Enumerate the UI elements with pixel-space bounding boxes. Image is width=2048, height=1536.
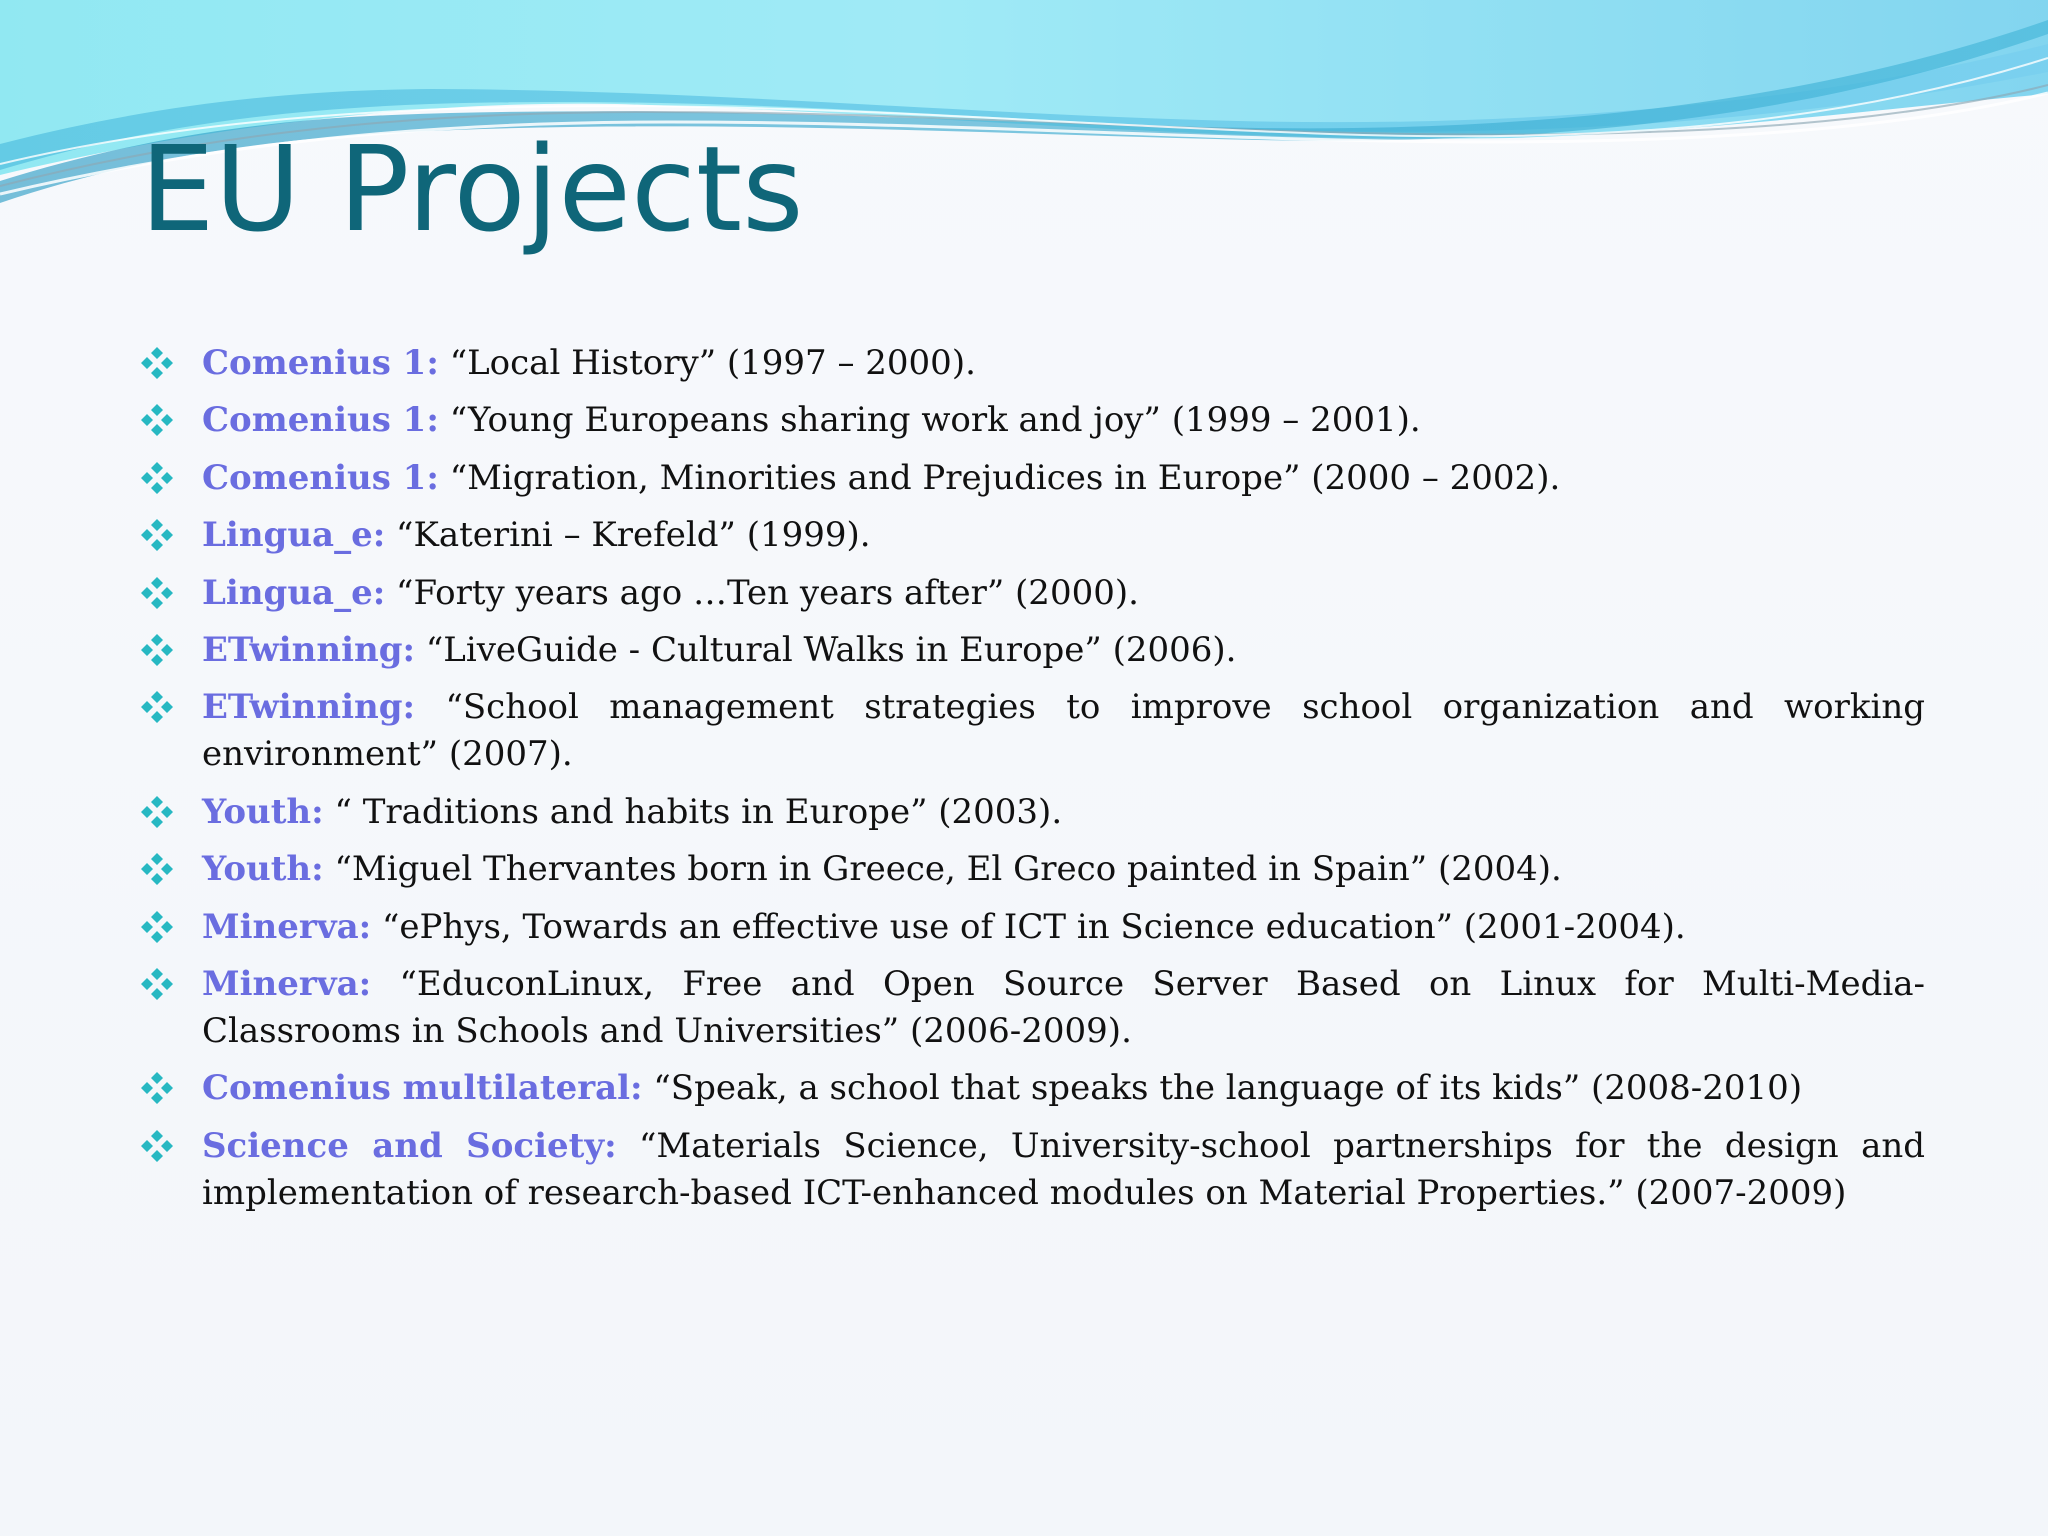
project-description: “Katerini – Krefeld” (1999).	[385, 515, 871, 556]
list-item	[140, 1123, 1925, 1217]
program-label: Youth:	[202, 849, 324, 890]
four-diamond-bullet-icon	[140, 690, 174, 724]
list-item	[140, 789, 1925, 836]
four-diamond-bullet-icon	[140, 633, 174, 667]
program-label: Youth:	[202, 791, 324, 832]
list-item	[140, 627, 1925, 674]
project-description: “Speak, a school that speaks the language of its kids” (2008-2010)	[642, 1068, 1803, 1109]
list-item	[140, 1065, 1925, 1112]
program-label: Lingua_e:	[202, 572, 386, 613]
four-diamond-bullet-icon	[140, 967, 174, 1001]
list-item	[140, 846, 1925, 893]
project-description: “ePhys, Towards an effective use of ICT in Science education” (2001-2004).	[371, 906, 1686, 947]
list-item	[140, 684, 1925, 778]
list-item	[140, 570, 1925, 617]
four-diamond-bullet-icon	[140, 910, 174, 944]
list-item	[140, 455, 1925, 502]
four-diamond-bullet-icon	[140, 576, 174, 610]
project-description: “LiveGuide - Cultural Walks in Europe” (2006).	[415, 630, 1237, 671]
list-item	[140, 340, 1925, 387]
program-label: Science and Society:	[202, 1125, 617, 1166]
project-description: “Migration, Minorities and Prejudices in Europe” (2000 – 2002).	[438, 457, 1561, 498]
program-label: Minerva:	[202, 906, 372, 947]
four-diamond-bullet-icon	[140, 518, 174, 552]
project-description: “Local History” (1997 – 2000).	[438, 343, 976, 383]
list-item	[140, 904, 1925, 951]
project-description: “ Traditions and habits in Europe” (2003).	[323, 791, 1063, 832]
program-label: Minerva:	[202, 963, 372, 1004]
program-label: ETwinning:	[202, 630, 416, 671]
slide-title: EU Projects	[140, 120, 804, 258]
four-diamond-bullet-icon	[140, 403, 174, 437]
project-description: “School management strategies to improve school organization and working environment” (2007).	[202, 687, 1925, 775]
project-list	[140, 340, 1925, 1227]
program-label: Comenius 1:	[202, 343, 439, 383]
project-description: “Young Europeans sharing work and joy” (1999 – 2001).	[438, 400, 1421, 441]
four-diamond-bullet-icon	[140, 461, 174, 495]
program-label: Comenius 1:	[202, 400, 439, 441]
program-label: Comenius 1:	[202, 457, 439, 498]
program-label: Comenius multilateral:	[202, 1068, 643, 1109]
four-diamond-bullet-icon	[140, 346, 174, 380]
four-diamond-bullet-icon	[140, 1071, 174, 1105]
four-diamond-bullet-icon	[140, 795, 174, 829]
project-description: “Forty years ago …Ten years after” (2000).	[385, 572, 1139, 613]
four-diamond-bullet-icon	[140, 852, 174, 886]
project-description: “EduconLinux, Free and Open Source Server Based on Linux for Multi-Media-Classrooms in Schools and Universities” (2006-2009).	[202, 963, 1925, 1051]
program-label: Lingua_e:	[202, 515, 386, 556]
list-item	[140, 397, 1925, 444]
list-item	[140, 961, 1925, 1055]
list-item	[140, 512, 1925, 559]
program-label: ETwinning:	[202, 687, 416, 728]
project-description: “Miguel Thervantes born in Greece, El Greco painted in Spain” (2004).	[323, 849, 1562, 890]
four-diamond-bullet-icon	[140, 1129, 174, 1163]
project-description: “Materials Science, University-school partnerships for the design and implementation of research-based ICT-enhanced modules on Material Properties.” (2007-2009)	[202, 1125, 1925, 1213]
